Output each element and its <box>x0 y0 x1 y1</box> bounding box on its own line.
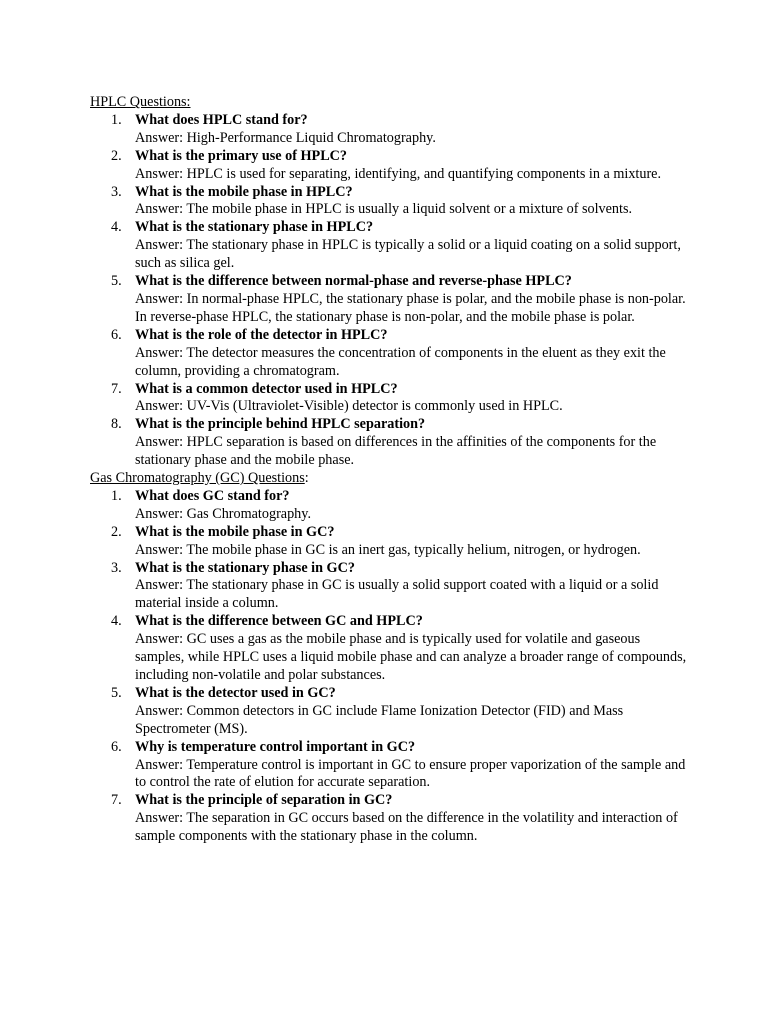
item-number: 7. <box>111 380 122 397</box>
question-text: What is the principle of separation in GC? <box>135 792 393 809</box>
question-text: What is a common detector used in HPLC? <box>135 380 398 397</box>
item-number: 1. <box>111 487 122 504</box>
list-item <box>90 488 690 524</box>
item-number: 2. <box>111 523 122 540</box>
question-text: What does HPLC stand for? <box>135 111 308 128</box>
answer-text: Answer: Temperature control is important in GC to ensure proper vaporization of the sample and to control the rate of elution for accurate separation. <box>135 756 686 791</box>
question-text: What is the mobile phase in GC? <box>135 523 335 540</box>
gc-section <box>90 470 690 846</box>
list-item <box>90 685 690 739</box>
list-item <box>90 148 690 184</box>
section-heading-text: Gas Chromatography (GC) Questions <box>90 470 305 487</box>
item-number: 5. <box>111 273 122 290</box>
item-number: 3. <box>111 559 122 576</box>
section-heading-text: HPLC Questions: <box>90 94 191 110</box>
item-number: 4. <box>111 219 122 236</box>
question-text: What is the mobile phase in HPLC? <box>135 183 353 200</box>
item-number: 8. <box>111 416 122 433</box>
list-item <box>90 112 690 148</box>
answer-text: Answer: In normal-phase HPLC, the stationary phase is polar, and the mobile phase is non-polar. In reverse-phase HPLC, the stationary phase is non-polar, and the mobile phase is polar. <box>135 290 686 325</box>
list-item <box>90 273 690 327</box>
list-item <box>90 219 690 273</box>
answer-text: Answer: The mobile phase in GC is an inert gas, typically helium, nitrogen, or hydrogen. <box>135 541 641 558</box>
item-number: 3. <box>111 183 122 200</box>
answer-text: Answer: HPLC is used for separating, identifying, and quantifying components in a mixture. <box>135 165 662 182</box>
item-number: 1. <box>111 111 122 128</box>
list-item <box>90 416 690 470</box>
answer-text: Answer: UV-Vis (Ultraviolet-Visible) detector is commonly used in HPLC. <box>135 398 563 415</box>
list-item <box>90 613 690 685</box>
answer-text: Answer: The detector measures the concentration of components in the eluent as they exit the column, providing a chromatogram. <box>135 344 666 379</box>
answer-text: Answer: The separation in GC occurs based on the difference in the volatility and interaction of sample components with the stationary phase in the column. <box>135 810 678 845</box>
question-text: Why is temperature control important in GC? <box>135 738 416 755</box>
list-item <box>90 560 690 614</box>
document-page <box>90 94 690 846</box>
question-text: What is the primary use of HPLC? <box>135 147 348 164</box>
section-heading <box>90 470 690 488</box>
question-text: What is the role of the detector in HPLC? <box>135 326 388 343</box>
section-heading <box>90 94 690 112</box>
section-heading-suffix: : <box>304 470 309 487</box>
question-text: What is the difference between GC and HPLC? <box>135 613 423 630</box>
answer-text: Answer: The stationary phase in GC is usually a solid support coated with a liquid or a solid material inside a column. <box>135 577 659 612</box>
list-item <box>90 739 690 793</box>
question-text: What is the principle behind HPLC separation? <box>135 416 426 433</box>
item-number: 4. <box>111 613 122 630</box>
question-text: What is the detector used in GC? <box>135 684 336 701</box>
question-list <box>90 112 690 470</box>
item-number: 5. <box>111 684 122 701</box>
question-text: What is the stationary phase in GC? <box>135 559 355 576</box>
answer-text: Answer: Common detectors in GC include Flame Ionization Detector (FID) and Mass Spectrometer (MS). <box>135 702 624 737</box>
hplc-section <box>90 94 690 470</box>
item-number: 7. <box>111 792 122 809</box>
item-number: 6. <box>111 738 122 755</box>
question-list <box>90 488 690 846</box>
question-text: What does GC stand for? <box>135 487 290 504</box>
answer-text: Answer: HPLC separation is based on differences in the affinities of the components for the stationary phase and the mobile phase. <box>135 434 657 469</box>
answer-text: Answer: High-Performance Liquid Chromatography. <box>135 129 436 146</box>
list-item <box>90 381 690 417</box>
answer-text: Answer: The mobile phase in HPLC is usually a liquid solvent or a mixture of solvents. <box>135 201 633 218</box>
list-item <box>90 792 690 846</box>
list-item <box>90 327 690 381</box>
item-number: 2. <box>111 147 122 164</box>
list-item <box>90 524 690 560</box>
question-text: What is the stationary phase in HPLC? <box>135 219 374 236</box>
list-item <box>90 184 690 220</box>
item-number: 6. <box>111 326 122 343</box>
answer-text: Answer: Gas Chromatography. <box>135 505 311 522</box>
answer-text: Answer: GC uses a gas as the mobile phase and is typically used for volatile and gaseous samples, while HPLC uses a liquid mobile phase and can analyze a broader range of compounds, including non-volatile and polar substances. <box>135 631 687 683</box>
question-text: What is the difference between normal-phase and reverse-phase HPLC? <box>135 273 572 290</box>
answer-text: Answer: The stationary phase in HPLC is typically a solid or a liquid coating on a solid support, such as silica gel. <box>135 237 681 272</box>
